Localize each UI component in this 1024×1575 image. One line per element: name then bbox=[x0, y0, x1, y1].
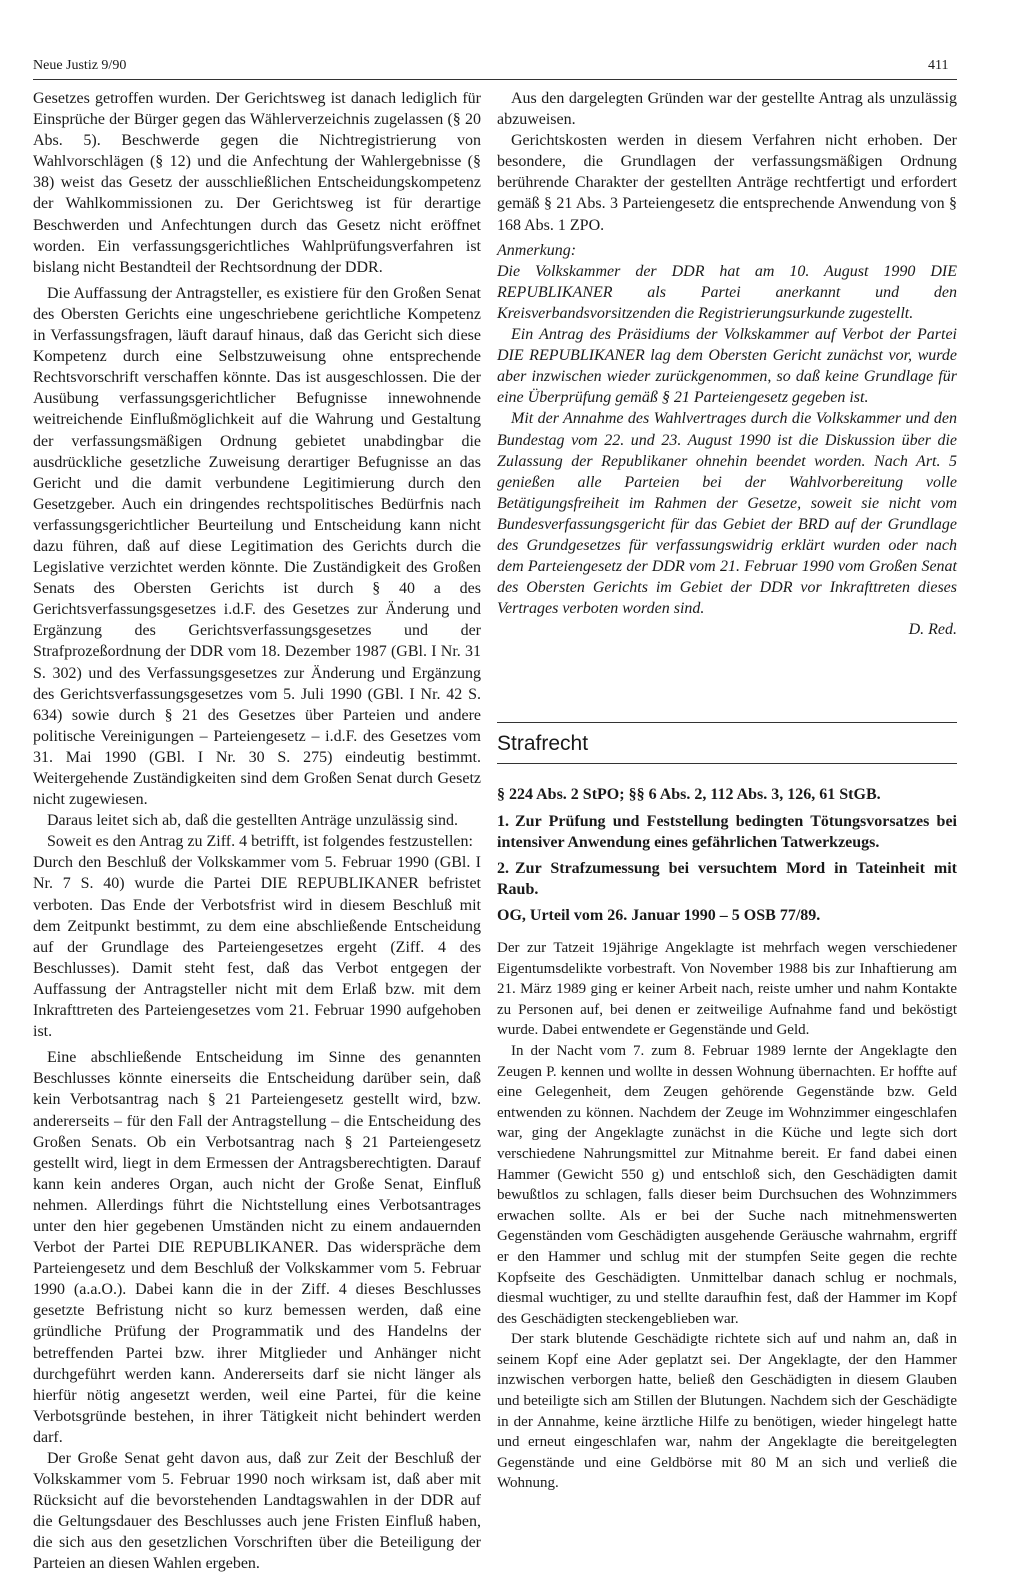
headnote bbox=[497, 858, 957, 900]
note-paragraph: Die Volkskammer der DDR hat am 10. August 1990 DIE REPUBLIKANER als Partei anerkannt und den Kreisverbandsvorsitzenden die Registrierungsurkunde zugestellt. bbox=[497, 262, 957, 322]
paragraph: Der Große Senat geht davon aus, daß zur Zeit der Beschluß der Volkskammer vom 5. Februar 1990 noch wirksam ist, daß aber mit Rücksicht auf die bevorstehenden Landtagswahlen in der DDR auf die Geltungsdauer des Beschlusses auch jene Fristen Einfluß haben, die sich aus den gesetzlichen Vorschriften über die Beteiligung der Parteien an diesen Wahlen ergeben. bbox=[33, 1450, 481, 1573]
journal-title: Neue Justiz 9/90 bbox=[33, 58, 127, 73]
case-facts bbox=[497, 938, 957, 1494]
paragraph: Gerichtskosten werden in diesem Verfahren nicht erhoben. Der besondere, die Grundlagen der verfassungsmäßigen Ordnung berührende Charakter der gestellten Anträge rechtfertigt und erfordert gemäß § 21 Abs. 3 Parteiengesetz die entsprechende Anwendung von § 168 Abs. 1 ZPO. bbox=[497, 132, 957, 234]
note-paragraph: Ein Antrag des Präsidiums der Volkskammer auf Verbot der Partei DIE REPUBLIKANER lag dem Obersten Gericht zunächst vor, wurde aber inzwischen wieder zurückgenommen, so daß keine Grundlage für eine Überprüfung gemäß § 21 Parteiengesetz gegeben ist. bbox=[497, 326, 957, 407]
section-rule-bottom bbox=[497, 763, 957, 764]
paragraph: In der Nacht vom 7. zum 8. Februar 1989 lernte der Angeklagte den Zeugen P. kennen und wollte in dessen Wohnung übernachten. Er hoffte auf eine Gelegenheit, dem Zeugen gehörende Gegenstände bzw. Geld entwenden zu können. Nachdem der Zeuge im Wohnzimmer eingeschlafen war, ging der Angeklagte zunächst in die Küche und legte sich dort verschiedene Nahrungsmittel zur Mitnahme bereit. Er fand dabei einen Hammer (Gewicht 550 g) und entschloß sich, den Geschädigten damit bewußtlos zu schlagen, falls dieser beim Durchsuchen des Wohnzimmers erwachen sollte. Als er bei der Suche nach mitnehmenswerten Gegenständen vom Geschädigten ausgehende Geräusche wahrnahm, ergriff er den Hammer und schlug mit der stumpfen Seite gegen die rechte Kopfseite des Geschädigten. Unmittelbar danach schlug er nochmals, diesmal wuchtiger, zu und stellte daraufhin fest, daß der Hammer im Kopf des Geschädigten steckengeblieben war. bbox=[497, 1042, 957, 1327]
paragraph: Daraus leitet sich ab, daß die gestellten Anträge unzulässig sind. bbox=[47, 812, 458, 830]
editorial-note bbox=[497, 240, 957, 641]
paragraph: Soweit es den Antrag zu Ziff. 4 betrifft, ist folgendes festzustellen: bbox=[47, 833, 473, 851]
right-column bbox=[497, 88, 957, 1494]
paragraph: Gesetzes getroffen wurden. Der Gerichtsweg ist danach lediglich für Einsprüche der Bürger gegen das Wählerverzeichnis zugelassen (§ 20 Abs. 5). Beschwerde gegen die Nichtregistrierung von Wahlvorschlägen (§ 12) und die Anfechtung der Wahlergebnisse (§ 38) weist das Gesetz der ausschließlichen Entscheidungskompetenz der Wahlkommissionen zu. Der Gerichtsweg ist für derartige Beschwerden und Anfechtungen durch das Gesetz nicht eröffnet worden. Ein verfassungsgerichtliches Wahlprüfungsverfahren ist bislang nicht Bestandteil der Rechtsordnung der DDR. bbox=[33, 90, 481, 276]
left-column bbox=[33, 88, 481, 1575]
paragraph: Der stark blutende Geschädigte richtete sich auf und nahm an, daß in seinem Kopf eine Ader geplatzt sei. Der Angeklagte, der den Hammer inzwischen verborgen hatte, beließ den Geschädigten in diesem Glauben und beteiligte sich am Stillen der Blutungen. Nachdem sich der Geschädigte in der Annahme, keine ärztliche Hilfe zu benötigen, wieder hingelegt hatte und erneut eingeschlafen war, nahm der Angeklagte die bereitgelegten Gegenstände und eine Geldbörse mit 80 M an sich und verließ die Wohnung. bbox=[497, 1331, 957, 1492]
legal-norms: § 224 Abs. 2 StPO; §§ 6 Abs. 2, 112 Abs. 3, 126, 61 StGB. bbox=[497, 786, 881, 804]
section-rule-top bbox=[497, 722, 957, 723]
headnote-text: Zur Prüfung und Feststellung bedingten Tötungsvorsatzes bei intensiver Anwendung eines gefährlichen Tatwerkzeugs. bbox=[497, 812, 957, 851]
judgment-conclusion bbox=[497, 88, 957, 236]
headnote-text: Zur Strafzumessung bei versuchtem Mord in Tateinheit mit Raub. bbox=[497, 859, 957, 898]
header-rule bbox=[33, 79, 957, 80]
note-heading: Anmerkung: bbox=[497, 241, 577, 259]
paragraph: Aus den dargelegten Gründen war der gestellte Antrag als unzulässig abzuweisen. bbox=[497, 90, 957, 129]
paragraph: Durch den Beschluß der Volkskammer vom 5. Februar 1990 (GBl. I Nr. 7 S. 40) wurde die Partei DIE REPUBLIKANER befristet verboten. Das Ende der Verbotsfrist wird in diesem Beschluß mit dem Zeitpunkt bestimmt, zu dem eine abschließende Entscheidung auf der Grundlage des Parteiengesetzes ergeht (Ziff. 4 des Beschlusses). Damit steht fest, daß das Verbot entgegen der Auffassung der Antragsteller nicht mit dem Erlaß bzw. mit dem Inkrafttreten des Parteiengesetzes vom 21. Februar 1990 aufgehoben ist. bbox=[33, 854, 481, 1041]
paragraph: Eine abschließende Entscheidung im Sinne des genannten Beschlusses könnte einerseits die Entscheidung darüber sein, daß kein Verbotsantrag nach § 21 Parteiengesetz gestellt wird, bzw. andererseits – für den Fall der Antragstellung – die Entscheidung des Großen Senats. Ob ein Verbotsantrag nach § 21 Parteiengesetz gestellt wird, liegt in dem Ermessen der Antragsberechtigten. Darauf kann kein anderes Organ, auch nicht der Große Senat, Einfluß nehmen. Allerdings führt die Nichtstellung eines Verbotsantrages unter den hier gegebenen Umständen nicht zu einem andauernden Verbot der Partei DIE REPUBLIKANER. Das widerspräche dem Parteiengesetz und dem Beschluß der Volkskammer vom 5. Februar 1990 (a.a.O.). Dabei kann die in der Ziff. 4 dieses Beschlusses gesetzte Befristung nicht so kurz bemessen werden, daß eine gründliche Prüfung der Programmatik und des Handelns der betreffenden Partei bzw. ihrer Mitglieder und Anhänger nicht durchgeführt werden kann. Andererseits darf sie nicht länger als hierfür nötig angesetzt werden, weil eine Partei, für die keine Verbotsgründe bestehen, in ihrer Tätigkeit nicht behindert werden darf. bbox=[33, 1049, 481, 1446]
case-citation: OG, Urteil vom 26. Januar 1990 – 5 OSB 77/89. bbox=[497, 906, 821, 924]
note-paragraph: Mit der Annahme des Wahlvertrages durch die Volkskammer und den Bundestag vom 22. und 23. August 1990 ist die Diskussion über die Zulassung der Republikaner ohnehin beendet worden. Nach Art. 5 genießen alle Parteien bei der Wahlvorbereitung volle Betätigungsfreiheit im Rahmen der Gesetze, soweit sie nicht vom Bundesverfassungsgericht für das Gebiet der BRD auf der Grundlage des Grundgesetzes für verfassungswidrig erklärt wurden oder nach dem Parteiengesetz der DDR vom 21. Februar 1990 vom Großen Senat des Obersten Gerichts im Gebiet der DDR vor Inkrafttreten dieses Vertrages verboten worden sind. bbox=[497, 410, 957, 618]
paragraph: Die Auffassung der Antragsteller, es existiere für den Großen Senat des Obersten Gerichts eine ungeschriebene gerichtliche Kompetenz in Verfassungsfragen, läuft darauf hinaus, daß das Gericht sich diese Kompetenz durch eine Selbstzuweisung ohne entsprechende Rechtsvorschrift verschaffen könnte. Das ist ausgeschlossen. Die der Ausübung verfassungsgerichtlicher Befugnisse innewohnende weitreichende Einflußmöglichkeit auf die Wahrung und Gestaltung der verfassungsmäßigen Ordnung gebietet unabdingbar die ausdrückliche gesetzliche Zuweisung derartiger Befugnisse an das Gericht und die damit verbundene Legitimierung durch den Gesetzgeber. Auch ein dringendes rechtspolitisches Bedürfnis nach verfassungsgerichtlicher Beurteilung und Entscheidung kann nicht dazu führen, daß auf diese Legitimation des Gerichts durch die Legislative verzichtet werden könnte. Die Zuständigkeit des Großen Senats des Obersten Gerichts ist durch § 40 a des Gerichtsverfassungsgesetzes i.d.F. des Gesetzes zur Änderung und Ergänzung des Gerichtsverfassungsgesetzes und der Strafprozeßordnung der DDR vom 18. Dezember 1987 (GBl. I Nr. 31 S. 302) und des Verfassungsgesetzes zur Änderung und Ergänzung des Gerichtsverfassungsgesetzes vom 5. Juli 1990 (GBl. I Nr. 42 S. 634) sowie durch § 21 des Gesetzes über Parteien und andere politische Vereinigungen – Parteiengesetz – i.d.F. des Gesetzes vom 31. Mai 1990 (GBl. I Nr. 30 S. 275) eindeutig bestimmt. Weitergehende Zuständigkeiten sind dem Großen Senat durch Gesetz nicht zugewiesen. bbox=[33, 284, 481, 809]
note-signature: D. Red. bbox=[908, 621, 957, 639]
headnote-number: 1. bbox=[497, 812, 509, 830]
headnote-number: 2. bbox=[497, 859, 509, 877]
case-headnotes bbox=[497, 784, 957, 926]
paragraph: Der zur Tatzeit 19jährige Angeklagte ist mehrfach wegen verschiedener Eigentumsdelikte vorbestraft. Von November 1988 bis zur Inhaftierung am 21. März 1989 ging er keiner Arbeit nach, reiste umher und nahm Kontakte zu Personen auf, bei denen er zeitweilige Aufnahme fand und beköstigt wurde. Dabei entwendete er Gegenstände und Geld. bbox=[497, 940, 957, 1039]
page-number: 411 bbox=[928, 58, 949, 73]
headnote bbox=[497, 811, 957, 853]
section-title: Strafrecht bbox=[497, 732, 589, 756]
